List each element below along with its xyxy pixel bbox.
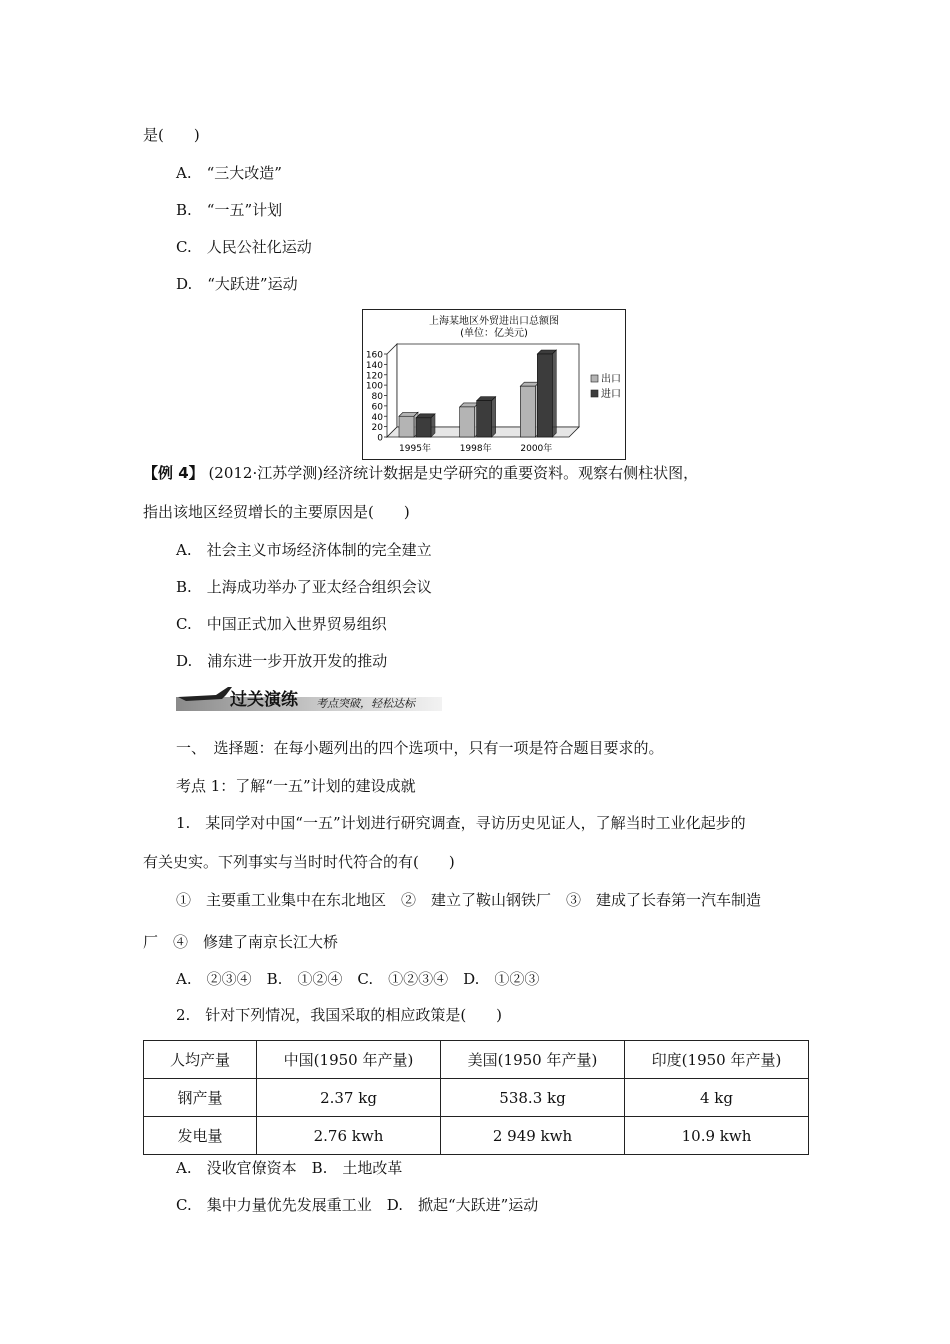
x-tick-label: 2000年 (520, 444, 553, 454)
bar-side (552, 350, 556, 437)
table-cell: 10.9 kwh (625, 1117, 809, 1155)
table-row (144, 1117, 809, 1155)
q1-facts-line2: 厂 ④ 修建了南京长江大桥 (143, 933, 339, 951)
exam-point-1: 考点 1：了解“一五”计划的建设成就 (176, 777, 416, 795)
bar-chart (362, 309, 626, 460)
section-heading: 一、 选择题：在每小题列出的四个选项中，只有一项是符合题目要求的。 (176, 739, 664, 757)
table-header: 中国(1950 年产量) (257, 1041, 441, 1079)
banner-graphic (176, 685, 442, 713)
bar (537, 354, 552, 437)
bar (399, 416, 414, 437)
banner-subtitle: 考点突破，轻松达标 (316, 697, 415, 710)
table-header: 人均产量 (144, 1041, 257, 1079)
table-cell: 2 949 kwh (441, 1117, 625, 1155)
q1-options: A. ②③④ B. ①②④ C. ①②③④ D. ①②③ (176, 970, 540, 988)
bar (416, 418, 431, 437)
table-cell: 4 kg (625, 1079, 809, 1117)
table-cell: 2.76 kwh (257, 1117, 441, 1155)
y-tick-label: 120 (365, 371, 383, 382)
table-header: 美国(1950 年产量) (441, 1041, 625, 1079)
table-header: 印度(1950 年产量) (625, 1041, 809, 1079)
example4-option-b: B. 上海成功举办了亚太经合组织会议 (176, 578, 432, 596)
option-c: C. 人民公社化运动 (176, 238, 312, 256)
y-tick-label: 140 (365, 360, 383, 371)
option-d: D. “大跃进”运动 (176, 275, 298, 293)
chart-subtitle: (单位：亿美元) (460, 328, 528, 339)
bar (520, 386, 535, 437)
legend-label-export: 出口 (601, 374, 621, 385)
example4-tag: 【例 4】 (143, 464, 204, 482)
question-stem-tail: 是( ) (143, 126, 200, 144)
table-header-row (144, 1041, 809, 1079)
bar-side (492, 397, 496, 437)
option-b: B. “一五”计划 (176, 201, 283, 219)
q2-options-line2: C. 集中力量优先发展重工业 D. 掀起“大跃进”运动 (176, 1196, 539, 1214)
legend-swatch-import (591, 390, 598, 397)
y-tick-label: 100 (365, 381, 383, 392)
option-a: A. “三大改造” (176, 164, 282, 182)
banner-title: 过关演练 (230, 690, 298, 710)
legend-swatch-export (591, 375, 598, 382)
production-table (143, 1040, 809, 1155)
q1-facts-line1: ① 主要重工业集中在东北地区 ② 建立了鞍山钢铁厂 ③ 建成了长春第一汽车制造 (176, 891, 762, 909)
example4-option-c: C. 中国正式加入世界贸易组织 (176, 615, 387, 633)
y-tick-label: 80 (371, 392, 383, 402)
section-banner (176, 685, 442, 713)
chart-svg (363, 310, 625, 459)
q2-stem: 2. 针对下列情况，我国采取的相应政策是( ) (176, 1006, 503, 1024)
y-tick-label: 40 (371, 412, 383, 423)
legend-label-import: 进口 (601, 389, 621, 400)
y-tick-label: 0 (377, 433, 383, 444)
x-tick-label: 1998年 (459, 444, 492, 454)
chart-side-wall (387, 344, 397, 437)
bar (460, 407, 475, 437)
example4-stem-line1: (2012·江苏学测)经济统计数据是史学研究的重要资料。观察右侧柱状图， (208, 464, 699, 482)
table-cell: 钢产量 (144, 1079, 257, 1117)
q1-stem-line2: 有关史实。下列事实与当时时代符合的有( ) (143, 853, 455, 871)
example4-option-d: D. 浦东进一步开放开发的推动 (176, 652, 388, 670)
example4-option-a: A. 社会主义市场经济体制的完全建立 (176, 541, 432, 559)
example4-stem-line2: 指出该地区经贸增长的主要原因是( ) (143, 503, 410, 521)
bar-side (431, 414, 435, 437)
chart-title: 上海某地区外贸进出口总额图 (429, 316, 559, 327)
bar (477, 401, 492, 437)
x-tick-label: 1995年 (399, 444, 431, 454)
table-cell: 发电量 (144, 1117, 257, 1155)
q1-stem-line1: 1. 某同学对中国“一五”计划进行研究调查，寻访历史见证人，了解当时工业化起步的 (176, 814, 746, 832)
example4-line1 (143, 463, 698, 483)
table-cell: 538.3 kg (441, 1079, 625, 1117)
y-tick-label: 160 (365, 350, 383, 361)
y-tick-label: 60 (371, 402, 383, 413)
q2-options-line1: A. 没收官僚资本 B. 土地改革 (176, 1159, 403, 1177)
y-tick-label: 20 (371, 423, 383, 434)
table-row (144, 1079, 809, 1117)
table-cell: 2.37 kg (257, 1079, 441, 1117)
